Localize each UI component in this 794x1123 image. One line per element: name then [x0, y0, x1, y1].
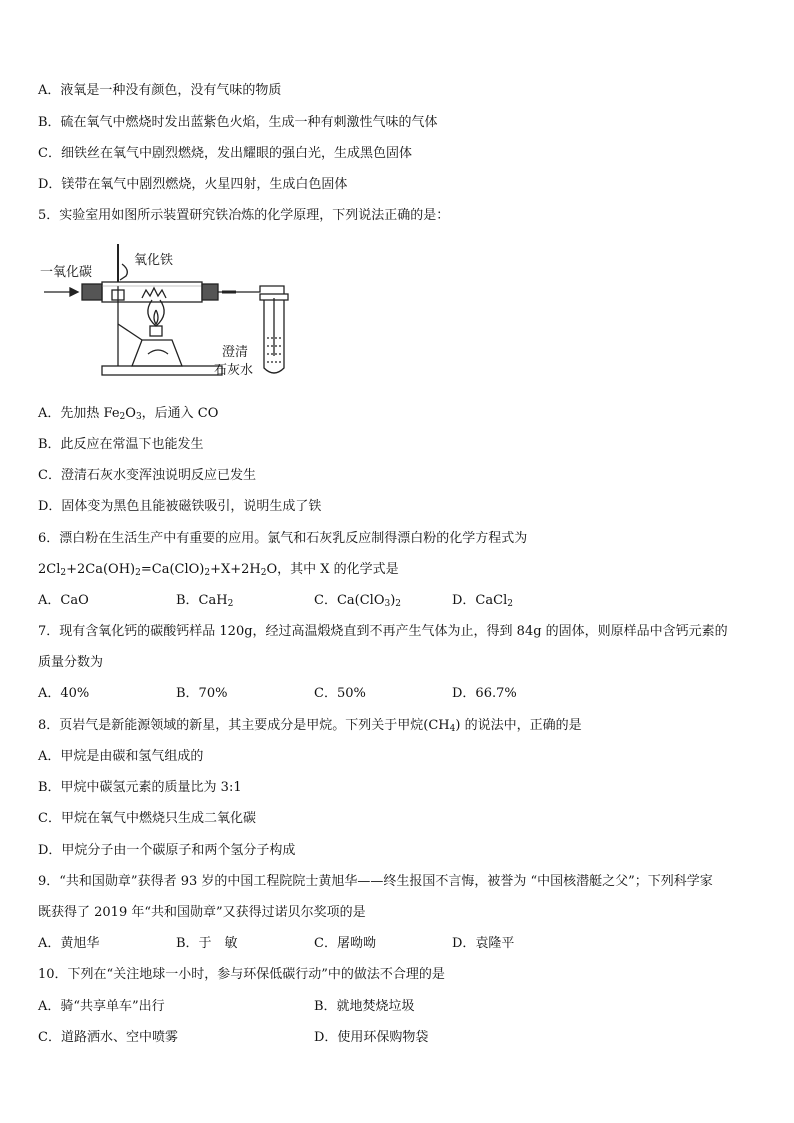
q9-option-a: A．黄旭华	[38, 936, 100, 951]
q6-stem: 6．漂白粉在生活生产中有重要的应用。氯气和石灰乳反应制得漂白粉的化学方程式为	[38, 531, 528, 546]
q5-option-b: B．此反应在常温下也能发生	[38, 437, 204, 452]
q6-equation: $2Cl_2+2Ca(OH)_2=Ca(ClO)_2+X+2H_2O$，其中 X 的化学式是	[38, 562, 399, 578]
q10-option-d: D．使用环保购物袋	[314, 1030, 429, 1045]
q9-option-d: D．袁隆平	[452, 936, 515, 951]
flame	[148, 300, 164, 326]
q6-option-d: D．CaCl$_2$	[452, 593, 513, 609]
q8-option-b: B．甲烷中碳氢元素的质量比为 3:1	[38, 780, 242, 795]
alcohol-burner	[132, 340, 182, 366]
iron-smelting-apparatus-diagram	[38, 236, 308, 386]
label-limewater-2: 石灰水	[214, 363, 254, 378]
q9-option-b: B．于 敏	[176, 936, 238, 951]
stand-base	[102, 366, 222, 375]
q7-stem-continued: 质量分数为	[38, 655, 104, 670]
q10-option-b: B．就地焚烧垃圾	[314, 999, 415, 1014]
label-carbon-monoxide: 一氧化碳	[40, 265, 93, 280]
q9-option-c: C．屠呦呦	[314, 936, 376, 951]
q6-option-b: B．CaH$_2$	[176, 593, 234, 609]
q9-stem-continued: 既获得了 2019 年“共和国勋章”又获得过诺贝尔奖项的是	[38, 905, 366, 920]
q6-option-a: A．CaO	[38, 593, 89, 608]
q7-option-d: D．66.7%	[452, 686, 517, 701]
left-stopper	[82, 284, 102, 300]
q4-option-a: A．液氧是一种没有颜色，没有气味的物质	[38, 83, 282, 98]
label-limewater-1: 澄清	[222, 345, 249, 360]
q5-option-c: C．澄清石灰水变浑浊说明反应已发生	[38, 468, 256, 483]
q7-stem: 7．现有含氧化钙的碳酸钙样品 120g，经过高温煅烧直到不再产生气体为止，得到 84g 的固体，则原样品中含钙元素的	[38, 624, 728, 639]
q5-option-d: D．固体变为黑色且能被磁铁吸引，说明生成了铁	[38, 499, 322, 514]
q10-option-c: C．道路洒水、空中喷雾	[38, 1030, 178, 1045]
q4-option-c: C．细铁丝在氧气中剧烈燃烧，发出耀眼的强白光，生成黑色固体	[38, 146, 412, 161]
q10-stem: 10．下列在“关注地球一小时，参与环保低碳行动”中的做法不合理的是	[38, 967, 445, 982]
q7-option-a: A．40%	[38, 686, 90, 701]
q5-option-a: A．先加热 $Fe_2O_3$，后通入 CO	[38, 406, 219, 422]
q8-option-c: C．甲烷在氧气中燃烧只生成二氧化碳	[38, 811, 256, 826]
q10-option-a: A．骑“共享单车”出行	[38, 999, 165, 1014]
q8-stem: 8．页岩气是新能源领域的新星，其主要成分是甲烷。下列关于甲烷$(CH_4)$ 的说法中，正确的是	[38, 718, 582, 734]
q6-option-c: C．$Ca(ClO_3)_2$	[314, 593, 402, 609]
q8-option-d: D．甲烷分子由一个碳原子和两个氢分子构成	[38, 843, 296, 858]
q4-option-d: D．镁带在氧气中剧烈燃烧，火星四射，生成白色固体	[38, 177, 348, 192]
label-ferric-oxide: 氧化铁	[134, 253, 174, 268]
q4-option-b: B．硫在氧气中燃烧时发出蓝紫色火焰，生成一种有刺激性气味的气体	[38, 115, 438, 130]
q8-option-a: A．甲烷是由碳和氢气组成的	[38, 749, 204, 764]
q7-option-b: B．70%	[176, 686, 228, 701]
right-stopper	[202, 284, 218, 300]
q9-stem: 9．“共和国勋章”获得者 93 岁的中国工程院院士黄旭华——终生报国不言悔，被誉为 “中国核潜艇之父”；下列科学家	[38, 874, 713, 889]
q7-option-c: C．50%	[314, 686, 366, 701]
q5-stem: 5．实验室用如图所示装置研究铁冶炼的化学原理，下列说法正确的是：	[38, 208, 450, 223]
